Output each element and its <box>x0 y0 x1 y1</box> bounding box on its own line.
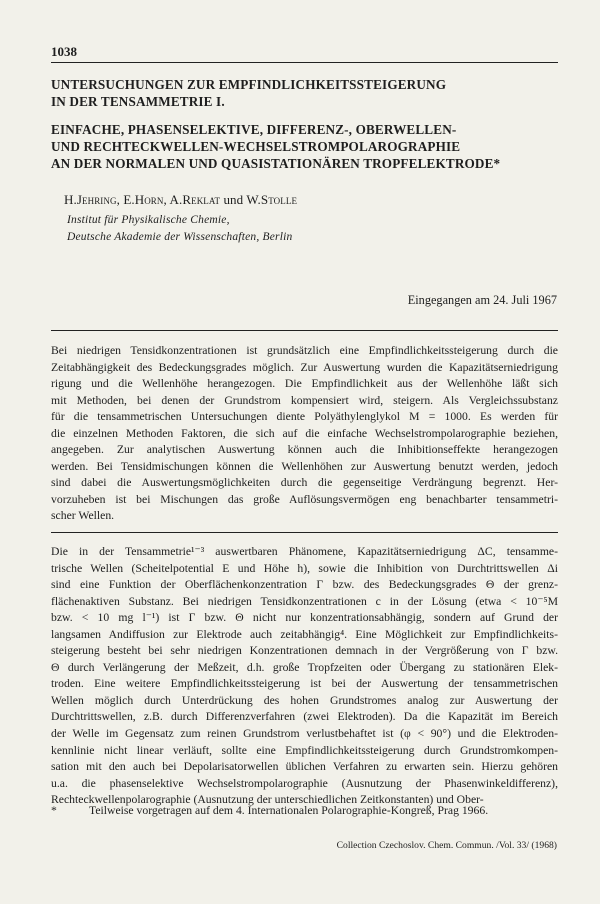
body-line: sation mit den auch bei Depolarisatorwellen üblichen Verfahren zu erwarten sein. Hierzu gehören <box>51 760 558 774</box>
page-number: 1038 <box>51 44 77 59</box>
body-line: Wellen möglich durch Unterdrückung des hohen Grundstromes analog zur Auswertung der <box>51 693 558 707</box>
abstract-line: Bei niedrigen Tensidkonzentrationen ist grundsätzlich eine Empfindlichkeitssteigerung durch die <box>51 344 558 357</box>
journal-citation: Collection Czechoslov. Chem. Commun. /Vol. 33/ (1968) <box>336 840 557 851</box>
affiliation-line: Institut für Physikalische Chemie, <box>67 214 230 226</box>
body-line: langsamen Andiffusion zur Elektrode auch zeitabhängig⁴. Eine Möglichkeit zur Empfindlichkeits- <box>51 627 558 641</box>
author: E.Horn <box>123 192 164 207</box>
article-title <box>51 76 561 110</box>
body-line: Rechteckwellenpolarographie (Ausnutzung der unterschiedlichen Zeitkonstanten) und Ober- <box>51 793 484 807</box>
author: W.Stolle <box>246 192 298 207</box>
abstract <box>51 343 558 525</box>
body-line: u.a. die phasenselektive Wechselstrompolarographie (Ausnutzung der Phasenwinkeldifferenz), <box>51 776 558 790</box>
author: H.Jehring <box>64 192 117 207</box>
footnote-text: Teilweise vorgetragen auf dem 4. Internationalen Polarographie-Kongreß, Prag 1966. <box>89 804 489 817</box>
subtitle-line: AN DER NORMALEN UND QUASISTATIONÄREN TROPFELEKTRODE* <box>51 156 501 171</box>
abstract-line: für die tensammetrischen Untersuchungen diente Polyäthylenglykol M = 1000. Es werden für <box>51 410 558 424</box>
subtitle-line: EINFACHE, PHASENSELEKTIVE, DIFFERENZ-, OBERWELLEN- <box>51 122 457 137</box>
body-line: Durchtrittswellen, z.B. durch Differenzverfahren (zwei Elektroden). Da die Kapazität im Bereich <box>51 710 558 724</box>
body-line: der Welle im Gegensatz zum reinen Grundstrom verlustbehaftet ist (φ < 90°) und die Elektroden- <box>51 727 558 741</box>
body-line: steigerung besteht bei sehr niedrigen Konzentrationen demnach in der Vergrößerung von Γ bzw. <box>51 644 558 658</box>
body-line: kennlinie nicht linear verläuft, sollte eine Empfindlichkeitssteigerung durch Grundstromkompen- <box>51 743 558 757</box>
abstract-line: sind dabei die Auswertungsmöglichkeiten durch die gegenseitige Verdrängung begrenzt. Her- <box>51 476 558 490</box>
body-text <box>51 544 558 809</box>
abstract-line: scher Wellen. <box>51 509 115 523</box>
abstract-line: angegeben. Zur analytischen Auswertung können auch die Inhibitionseffekte herangezogen <box>51 443 558 457</box>
abstract-line: vorzuheben ist bei Mischungen das große Auflösungsvermögen eng benachbarter tensammetri- <box>51 492 558 506</box>
affiliation-line: Deutsche Akademie der Wissenschaften, Berlin <box>67 231 293 243</box>
body-line: flächenaktiven Substanz. Bei niedrigen Tensidkonzentrationen c in der Lösung (etwa < 10⁻⁵M <box>51 594 558 608</box>
abstract-line: mit Methoden, bei denen der Grundstrom kompensiert wird, steigern. Als Vergleichssubstanz <box>51 393 558 407</box>
author-list: H.Jehring, E.Horn, A.Reklat und W.Stolle <box>64 192 298 207</box>
subtitle-line: UND RECHTECKWELLEN-WECHSELSTROMPOLAROGRAPHIE <box>51 139 461 154</box>
footnote-mark: * <box>51 804 57 817</box>
body-line: Θ durch Verlängerung der Meßzeit, d.h. große Tropfzeiten oder Übergang zu stationären Elek- <box>51 660 558 674</box>
abstract-line: rigung und die Wellenhöhe herangezogen. Die Empfindlichkeit aus der Wellenhöhe läßt sich <box>51 377 558 391</box>
author: A.Reklat <box>169 192 221 207</box>
footnote <box>51 804 488 817</box>
abstract-line: werden. Bei Tensidmischungen können die Wellenhöhen zur Auswertung benutzt werden, jedoch <box>51 459 558 473</box>
article-subtitle <box>51 121 561 172</box>
received-date: Eingegangen am 24. Juli 1967 <box>407 293 557 307</box>
title-line: IN DER TENSAMMETRIE I. <box>51 94 225 109</box>
body-line: sind eine Funktion der Oberflächenkonzentration Γ bzw. des Bedeckungsgrades Θ der grenz- <box>51 578 558 592</box>
abstract-top-rule <box>51 330 558 331</box>
abstract-line: die einzelnen Methoden Faktoren, die sich auf die einfache Wechselstrompolarographie beziehen, <box>51 426 558 440</box>
affiliation <box>67 212 292 246</box>
body-line: trische Wellen (Scheitelpotential E und Höhe h), sowie die Inhibition von Durchtrittswellen Δi <box>51 561 558 575</box>
title-line: UNTERSUCHUNGEN ZUR EMPFINDLICHKEITSSTEIGERUNG <box>51 77 447 92</box>
abstract-bottom-rule <box>51 532 558 533</box>
body-line: bzw. < 10 mg l⁻¹) ist Γ bzw. Θ nicht nur konzentrationsabhängig, sondern auf Grund der <box>51 611 558 625</box>
body-line: Die in der Tensammetrie¹⁻³ auswertbaren Phänomene, Kapazitätserniedrigung ΔC, tensamme- <box>51 545 558 558</box>
body-line: troden. Eine weitere Empfindlichkeitssteigerung ist bei der Auswertung der tensammetrischen <box>51 677 558 691</box>
header-rule <box>51 62 558 63</box>
abstract-line: Zeitabhängigkeit des Bedeckungsgrades möglich. Zur Auswertung wurden die Kapazitätserniedrigung <box>51 360 558 374</box>
